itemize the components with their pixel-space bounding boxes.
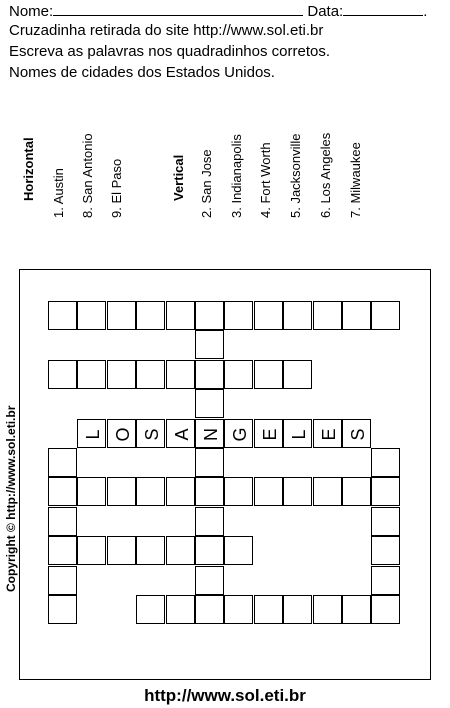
crossword-cell[interactable] <box>254 419 283 448</box>
crossword-cell[interactable] <box>48 536 77 565</box>
crossword-cell[interactable] <box>224 301 253 330</box>
crossword-cell[interactable] <box>254 360 283 389</box>
crossword-cell[interactable] <box>107 536 136 565</box>
footer-url: http://www.sol.eti.br <box>144 686 306 705</box>
crossword-cell[interactable] <box>195 566 224 595</box>
copyright-text: Copyright © http://www.sol.eti.br <box>4 405 18 592</box>
crossword-cell[interactable] <box>371 536 400 565</box>
crossword-cell[interactable] <box>166 360 195 389</box>
crossword-cell[interactable] <box>48 360 77 389</box>
crossword-cell[interactable] <box>48 301 77 330</box>
crossword-cell[interactable] <box>195 507 224 536</box>
name-label: Nome: <box>9 3 54 20</box>
cell-letter: O <box>112 427 133 442</box>
cell-letter: S <box>347 428 368 441</box>
crossword-cell[interactable] <box>195 330 224 359</box>
cell-letter: L <box>82 429 103 440</box>
crossword-cell[interactable] <box>107 301 136 330</box>
crossword-cell[interactable] <box>195 389 224 418</box>
crossword-cell[interactable] <box>48 595 77 624</box>
crossword-cell[interactable] <box>195 360 224 389</box>
crossword-cell[interactable] <box>254 301 283 330</box>
crossword-cell[interactable] <box>313 419 342 448</box>
crossword-cell[interactable] <box>136 419 165 448</box>
crossword-cell[interactable] <box>136 477 165 506</box>
name-date-line <box>9 1 427 21</box>
cell-letter: A <box>171 428 192 441</box>
crossword-cell[interactable] <box>136 595 165 624</box>
crossword-cell[interactable] <box>283 419 312 448</box>
crossword-cell[interactable] <box>313 595 342 624</box>
crossword-cell[interactable] <box>283 595 312 624</box>
cell-letter: E <box>318 428 339 441</box>
crossword-cell[interactable] <box>136 301 165 330</box>
crossword-cell[interactable] <box>254 595 283 624</box>
crossword-cell[interactable] <box>48 477 77 506</box>
crossword-cell[interactable] <box>195 595 224 624</box>
crossword-cell[interactable] <box>371 566 400 595</box>
vertical-clue-5: 5. Jacksonville <box>288 133 303 218</box>
crossword-cell[interactable] <box>313 301 342 330</box>
crossword-cell[interactable] <box>371 595 400 624</box>
crossword-cell[interactable] <box>166 595 195 624</box>
crossword-cell[interactable] <box>342 477 371 506</box>
crossword-cell[interactable] <box>224 419 253 448</box>
crossword-cell[interactable] <box>224 477 253 506</box>
crossword-cell[interactable] <box>224 536 253 565</box>
crossword-cell[interactable] <box>77 419 106 448</box>
crossword-cell[interactable] <box>342 595 371 624</box>
cell-letter: E <box>259 428 280 441</box>
crossword-cell[interactable] <box>107 419 136 448</box>
crossword-cell[interactable] <box>224 595 253 624</box>
crossword-cell[interactable] <box>195 477 224 506</box>
crossword-cell[interactable] <box>136 536 165 565</box>
crossword-cell[interactable] <box>77 360 106 389</box>
crossword-cell[interactable] <box>283 360 312 389</box>
crossword-cell[interactable] <box>195 448 224 477</box>
vertical-clue-4: 4. Fort Worth <box>258 142 273 218</box>
instructions-line-2: Escreva as palavras nos quadradinhos corretos. <box>9 43 331 60</box>
crossword-cell[interactable] <box>283 477 312 506</box>
crossword-cell[interactable] <box>371 301 400 330</box>
crossword-cell[interactable] <box>371 477 400 506</box>
crossword-cell[interactable] <box>77 536 106 565</box>
crossword-cell[interactable] <box>166 301 195 330</box>
cell-letter: G <box>229 427 250 442</box>
date-label: Data: <box>307 3 344 20</box>
crossword-cell[interactable] <box>254 477 283 506</box>
vertical-clue-7: 7. Milwaukee <box>348 142 363 218</box>
crossword-cell[interactable] <box>107 477 136 506</box>
crossword-cell[interactable] <box>136 360 165 389</box>
vertical-title: Vertical <box>171 154 186 201</box>
crossword-cell[interactable] <box>107 360 136 389</box>
cell-letter: L <box>288 429 309 440</box>
crossword-cell[interactable] <box>48 507 77 536</box>
horizontal-clue-8: 8. San Antonio <box>80 133 95 218</box>
horizontal-clue-9: 9. El Paso <box>109 158 124 218</box>
cell-letter: S <box>141 428 162 441</box>
crossword-cell[interactable] <box>195 301 224 330</box>
vertical-clue-3: 3. Indianapolis <box>229 134 244 218</box>
date-end: . <box>423 3 428 20</box>
crossword-cell[interactable] <box>371 448 400 477</box>
crossword-cell[interactable] <box>224 360 253 389</box>
vertical-clue-6: 6. Los Angeles <box>318 132 333 218</box>
crossword-cell[interactable] <box>48 566 77 595</box>
crossword-cell[interactable] <box>166 536 195 565</box>
horizontal-clue-1: 1. Austin <box>51 168 66 218</box>
crossword-cell[interactable] <box>77 301 106 330</box>
crossword-cell[interactable] <box>283 301 312 330</box>
crossword-cell[interactable] <box>371 507 400 536</box>
crossword-cell[interactable] <box>166 477 195 506</box>
instructions-line-1: Cruzadinha retirada do site http://www.sol.eti.br <box>9 22 324 39</box>
crossword-cell[interactable] <box>195 419 224 448</box>
crossword-cell[interactable] <box>48 448 77 477</box>
name-blank[interactable] <box>53 1 303 16</box>
crossword-cell[interactable] <box>342 419 371 448</box>
date-blank[interactable] <box>343 1 423 16</box>
crossword-cell[interactable] <box>195 536 224 565</box>
horizontal-title: Horizontal <box>21 137 36 201</box>
crossword-cell[interactable] <box>313 477 342 506</box>
crossword-cell[interactable] <box>166 419 195 448</box>
vertical-clue-2: 2. San Jose <box>199 149 214 218</box>
crossword-cell[interactable] <box>342 301 371 330</box>
crossword-cell[interactable] <box>77 477 106 506</box>
instructions-line-3: Nomes de cidades dos Estados Unidos. <box>9 64 275 81</box>
cell-letter: N <box>200 427 221 441</box>
